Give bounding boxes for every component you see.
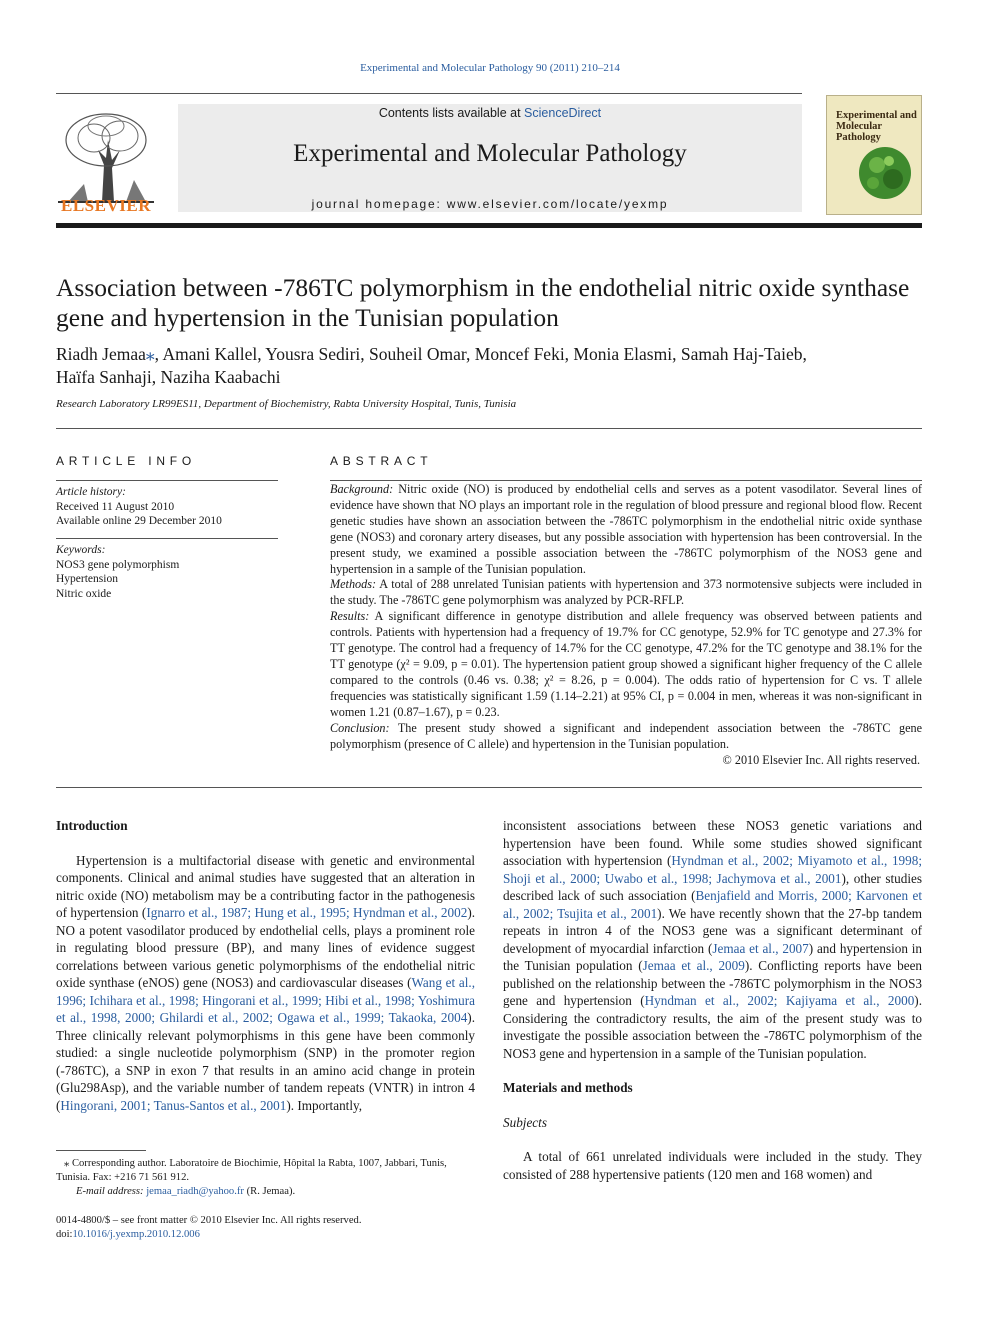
citation-link[interactable]: Hingorani, 2001; Tanus-Santos et al., 2001 [60, 1097, 287, 1113]
introduction-heading: Introduction [56, 818, 128, 833]
journal-homepage[interactable]: journal homepage: www.elsevier.com/locate/yexmp [311, 197, 669, 211]
issn-line: 0014-4800/$ – see front matter © 2010 Elsevier Inc. All rights reserved. [56, 1215, 362, 1226]
affiliation: Research Laboratory LR99ES11, Department of Biochemistry, Rabta University Hospital, Tunis, Tunisia [56, 398, 517, 410]
article-title: Association between -786TC polymorphism in the endothelial nitric oxide synthase gene and hypertension in the Tunisian population [56, 273, 910, 332]
citation-link[interactable]: Ignarro et al., 1987; Hung et al., 1995; Hyndman et al., 2002 [146, 905, 468, 920]
citation-link[interactable]: Hyndman et al., 2002; Miyamoto et al., 1998; Shoji et al., 2000; Uwabo et al., 1998; Jachymova et al., 2001 [503, 853, 922, 886]
history-label: Article history: [56, 486, 126, 498]
email-suffix: (R. Jemaa). [246, 1186, 296, 1197]
co-authors-line2: Haïfa Sanhaji, Naziha Kaabachi [56, 367, 281, 387]
conclusion-label: Conclusion: [330, 720, 390, 735]
cover-image [855, 145, 915, 201]
keywords-rule [56, 538, 278, 539]
left-column [56, 817, 475, 1114]
doi-link[interactable]: 10.1016/j.yexmp.2010.12.006 [72, 1229, 200, 1240]
first-author[interactable]: Riadh Jemaa [56, 344, 146, 364]
results-label: Results: [330, 609, 370, 624]
keywords-label: Keywords: [56, 544, 106, 556]
introduction-continued [503, 817, 922, 1062]
keyword: Hypertension [56, 573, 118, 585]
contents-line [178, 106, 802, 120]
intro-text: ) and hypertension in the Tunisian population ( [503, 940, 923, 973]
abstract-background [330, 482, 922, 577]
co-authors-line1: , Amani Kallel, Yousra Sediri, Souheil Omar, Moncef Feki, Monia Elasmi, Samah Haj-Taieb, [154, 344, 807, 364]
keywords-block [56, 543, 278, 601]
methods-label: Methods: [330, 577, 377, 592]
cover-title: Experimental and Molecular Pathology [836, 110, 917, 143]
abstract-heading: ABSTRACT [330, 454, 433, 468]
email-link[interactable]: jemaa_riadh@yahoo.fr [146, 1186, 244, 1197]
intro-text: inconsistent associations between these NOS3 genetic variations and hypertension have been found. While some studies showed significant association with hypertension ( [503, 818, 922, 868]
background-label: Background: [330, 482, 394, 496]
article-info-heading: ARTICLE INFO [56, 454, 197, 468]
intro-text: ). Conflicting reports have been published on the relationship between the -786TC polymorphism in the NOS3 gene and hypertension ( [503, 958, 923, 1008]
sciencedirect-link[interactable]: ScienceDirect [524, 106, 602, 120]
intro-text: ). Three clinically relevant polymorphisms in this gene have been commonly studied: a single nucleotide polymorphism (SNP) in the promoter region (-786TC), a SNP in exon 7 that results in an amino acid change in protein (Glu298Asp), and the variable number of tandem repeats (VNTR) in intron 4 ( [56, 1010, 475, 1113]
corresponding-author-marker[interactable]: ⁎ [145, 344, 155, 364]
intro-text: Hypertension is a multifactorial disease with genetic and environmental components. Clinical and animal studies have suggested that an alteration in nitric oxide (NO) metabolism may be a contributing factor in the pathogenesis of hypertension ( [56, 852, 475, 920]
introduction-paragraph [56, 852, 475, 1115]
background-text: Nitric oxide (NO) is produced by endothelial cells and serves as a potent vasodilator. Several lines of evidence have shown that NO plays an important role in the regulation of blood pressure and regional blood flow. Recent genetic studies have shown an association between the -786TC polymorphism in the endothelial nitric oxide synthase gene (NOS3) and coronary artery diseases, but any possible association with hypertension has been controversial. In the present study, we examined a possible association between the -786TC polymorphism of the NOS3 gene and hypertension in a sample of the Tunisian population. [330, 482, 922, 576]
affiliation-rule [56, 428, 922, 429]
email-label: E-mail address: [76, 1186, 144, 1197]
methods-heading: Materials and methods [503, 1080, 633, 1095]
front-matter-info [56, 1214, 475, 1242]
abstract-conclusion [330, 721, 922, 753]
citation-link[interactable]: Jemaa et al., 2009 [642, 958, 745, 973]
citation-link[interactable]: Jemaa et al., 2007 [712, 940, 809, 956]
body-rule [56, 787, 922, 788]
doi-label: doi: [56, 1229, 73, 1240]
corresponding-author-text: ⁎ Corresponding author. Laboratoire de Biochimie, Hôpital la Rabta, 1007, Jabbari, Tunis, Tunisia. Fax: +216 71 561 912. [56, 1158, 447, 1183]
intro-text: ). Importantly, [286, 1097, 363, 1113]
citation-link[interactable]: Benjafield and Morris, 2000; Karvonen et al., 2002; Tsujita et al., 2001 [503, 888, 923, 921]
elsevier-wordmark: ELSEVIER [61, 196, 151, 215]
citation-link[interactable]: Wang et al., 1996; Ichihara et al., 1998; Hingorani et al., 1999; Hibi et al., 1998; Yoshimura et al., 1998, 2000; Ghilardi et al., 2002; Ogawa et al., 1999; Takaoka, 2004 [56, 975, 475, 1025]
journal-reference[interactable]: Experimental and Molecular Pathology 90 (2011) 210–214 [360, 62, 620, 74]
header-top-rule [56, 93, 802, 94]
journal-title: Experimental and Molecular Pathology [293, 140, 687, 167]
results-text: A significant difference in genotype distribution and allele frequency was observed between patients and controls. Patients with hypertension had a frequency of 19.7% for CC genotype, 52.9% for TC genotype and 27.3% for TT genotype. The control had a frequency of 14.7% for the CC genotype, 47.2% for the TC genotype and 38.1% for the TT genotype (χ² = 9.09, p = 0.01). The hypertension patient group showed a significant higher frequency of the C allele compared to the controls (0.46 vs. 0.38; χ² = 8.26, p = 0.004). The odds ratio of hypertension for C vs. T allele frequencies was statistically significant 1.59 (1.14–2.21) at 95% CI, p = 0.004 in men, whereas it was non-significant in women 1.21 (0.87–1.67), p = 0.23. [330, 609, 923, 719]
intro-text: ). NO a potent vasodilator produced by endothelial cells, plays a prominent role in regulating blood pressure (BP), and many lines of evidence suggest correlations between various genetic polymorphisms of the endothelial nitric oxide synthase (eNOS) gene (NOS3) and cardiovascular diseases ( [56, 905, 476, 990]
keyword: NOS3 gene polymorphism [56, 558, 180, 571]
abstract-body [330, 482, 922, 752]
conclusion-text: The present study showed a significant and independent association between the -786TC gene polymorphism (presence of C allele) and hypertension in the Tunisian population. [330, 720, 922, 751]
corresponding-author-footnote [56, 1157, 475, 1199]
footnote-rule [56, 1150, 146, 1151]
subjects-paragraph: A total of 661 unrelated individuals were included in the study. They consisted of 288 hypertensive patients (120 men and 168 women) and [503, 1149, 922, 1182]
intro-text: ). Considering the contradictory results, the aim of the present study was to investigate the possible association between the -786TC polymorphism of the NOS3 gene and hypertension in a sample of the Tunisian population. [503, 993, 922, 1061]
contents-prefix: Contents lists available at [378, 106, 521, 120]
keyword: Nitric oxide [56, 587, 112, 600]
abstract-results [330, 609, 922, 720]
citation-link[interactable]: Hyndman et al., 2002; Kajiyama et al., 2000 [644, 993, 915, 1008]
right-column [503, 817, 922, 1183]
intro-text: ), other studies described lack of such association ( [503, 870, 922, 903]
copyright-notice: © 2010 Elsevier Inc. All rights reserved. [722, 753, 920, 767]
intro-text: ). We have recently shown that the 27-bp tandem repeats in intron 4 of the NOS3 gene was a significant determinant of development of myocardial infarction ( [503, 905, 922, 956]
subjects-heading: Subjects [503, 1114, 547, 1130]
author-list [56, 343, 922, 389]
methods-text: A total of 288 unrelated Tunisian patients with hypertension and 373 normotensive subjects were included in the study. The -786TC gene polymorphism was analyzed by PCR-RFLP. [330, 577, 923, 608]
article-info-rule [56, 480, 278, 481]
abstract-methods [330, 577, 922, 609]
received-date: Received 11 August 2010 [56, 500, 175, 513]
online-date: Available online 29 December 2010 [56, 515, 222, 527]
article-history [56, 485, 278, 529]
header-thick-rule [56, 223, 922, 228]
abstract-rule [330, 480, 922, 481]
